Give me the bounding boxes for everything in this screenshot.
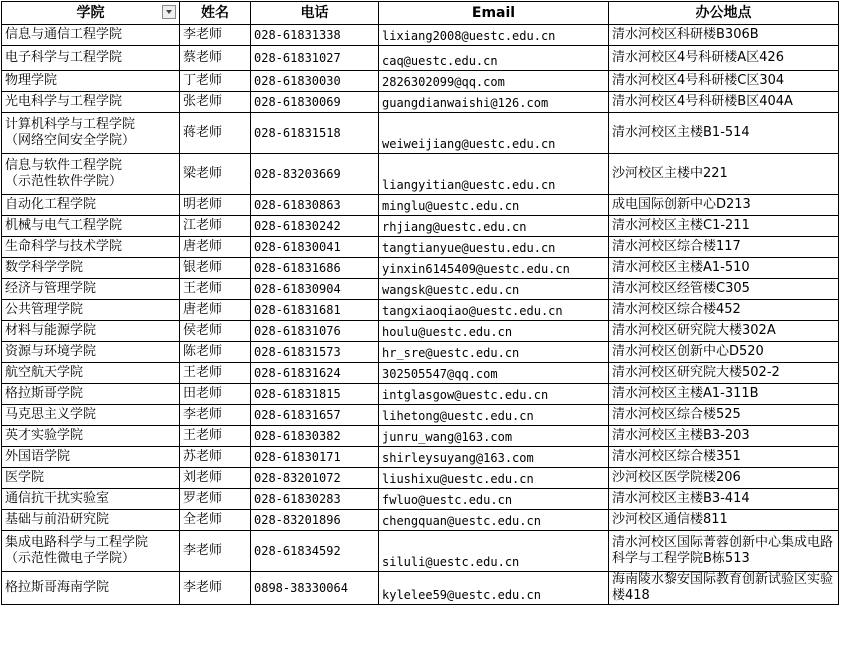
table-row [2,279,839,300]
college-cell[interactable]: 航空航天学院 [2,363,180,384]
table-row [2,92,839,113]
college-cell[interactable]: 格拉斯哥学院 [2,384,180,405]
table-row [2,426,839,447]
table-row [2,447,839,468]
office-cell[interactable]: 清水河校区4号科研楼A区426 [609,46,839,71]
college-cell[interactable]: 信息与通信工程学院 [2,25,180,46]
email-cell[interactable]: fwluo@uestc.edu.cn [379,489,609,510]
filter-dropdown-icon[interactable] [162,5,176,19]
college-cell[interactable]: 电子科学与工程学院 [2,46,180,71]
phone-cell[interactable]: 028-83203669 [251,154,379,195]
table-row [2,258,839,279]
table-row [2,25,839,46]
phone-cell[interactable]: 028-61830030 [251,71,379,92]
table-row [2,300,839,321]
office-cell[interactable]: 清水河校区主楼B3-203 [609,426,839,447]
office-cell[interactable]: 成电国际创新中心D213 [609,195,839,216]
college-cell[interactable]: 生命科学与技术学院 [2,237,180,258]
office-cell[interactable]: 清水河校区主楼B3-414 [609,489,839,510]
phone-cell[interactable]: 028-61830069 [251,92,379,113]
name-cell[interactable]: 王老师 [180,426,251,447]
table-row [2,71,839,92]
email-cell[interactable]: junru_wang@163.com [379,426,609,447]
header-phone: 电话 [251,2,379,25]
email-cell[interactable]: hr_sre@uestc.edu.cn [379,342,609,363]
office-cell[interactable]: 清水河校区4号科研楼C区304 [609,71,839,92]
name-cell[interactable]: 田老师 [180,384,251,405]
office-cell[interactable]: 清水河校区科研楼B306B [609,25,839,46]
office-cell[interactable]: 清水河校区创新中心D520 [609,342,839,363]
email-cell[interactable]: tangxiaoqiao@uestc.edu.cn [379,300,609,321]
office-cell[interactable]: 清水河校区综合楼452 [609,300,839,321]
name-cell[interactable]: 丁老师 [180,71,251,92]
email-cell[interactable]: houlu@uestc.edu.cn [379,321,609,342]
office-cell[interactable]: 清水河校区主楼A1-311B [609,384,839,405]
phone-cell[interactable]: 028-61831518 [251,113,379,154]
phone-cell[interactable]: 028-61831657 [251,405,379,426]
header-college [2,2,180,25]
email-cell[interactable]: intglasgow@uestc.edu.cn [379,384,609,405]
name-cell[interactable]: 李老师 [180,572,251,605]
phone-cell[interactable]: 028-61831573 [251,342,379,363]
name-cell[interactable]: 刘老师 [180,468,251,489]
table-row [2,46,839,71]
table-row [2,489,839,510]
college-cell[interactable]: 资源与环境学院 [2,342,180,363]
college-cell[interactable]: 集成电路科学与工程学院 （示范性微电子学院） [2,531,180,572]
phone-cell[interactable]: 028-61830382 [251,426,379,447]
phone-cell[interactable]: 028-61831338 [251,25,379,46]
table-row [2,321,839,342]
office-cell[interactable]: 沙河校区医学院楼206 [609,468,839,489]
college-cell[interactable]: 公共管理学院 [2,300,180,321]
email-cell[interactable]: wangsk@uestc.edu.cn [379,279,609,300]
name-cell[interactable]: 江老师 [180,216,251,237]
office-cell[interactable]: 清水河校区4号科研楼B区404A [609,92,839,113]
email-cell[interactable]: guangdianwaishi@126.com [379,92,609,113]
office-cell[interactable]: 清水河校区研究院大楼502-2 [609,363,839,384]
name-cell[interactable]: 李老师 [180,531,251,572]
college-cell[interactable]: 马克思主义学院 [2,405,180,426]
name-cell[interactable]: 王老师 [180,363,251,384]
email-cell[interactable]: lixiang2008@uestc.edu.cn [379,25,609,46]
name-cell[interactable]: 张老师 [180,92,251,113]
table-row [2,405,839,426]
name-cell[interactable]: 李老师 [180,405,251,426]
phone-cell[interactable]: 0898-38330064 [251,572,379,605]
office-cell[interactable]: 清水河校区综合楼351 [609,447,839,468]
email-cell[interactable]: rhjiang@uestc.edu.cn [379,216,609,237]
college-cell[interactable]: 英才实验学院 [2,426,180,447]
header-row [2,2,839,25]
table-row [2,572,839,605]
name-cell[interactable]: 银老师 [180,258,251,279]
phone-cell[interactable]: 028-61830171 [251,447,379,468]
phone-cell[interactable]: 028-61830863 [251,195,379,216]
phone-cell[interactable]: 028-61830242 [251,216,379,237]
email-cell[interactable]: siluli@uestc.edu.cn [379,531,609,572]
office-cell[interactable]: 沙河校区主楼中221 [609,154,839,195]
phone-cell[interactable]: 028-61831076 [251,321,379,342]
college-cell[interactable]: 通信抗干扰实验室 [2,489,180,510]
college-cell[interactable]: 基础与前沿研究院 [2,510,180,531]
name-cell[interactable]: 全老师 [180,510,251,531]
email-cell[interactable]: 302505547@qq.com [379,363,609,384]
college-cell[interactable]: 经济与管理学院 [2,279,180,300]
college-cell[interactable]: 信息与软件工程学院 （示范性软件学院） [2,154,180,195]
college-cell[interactable]: 数学科学学院 [2,258,180,279]
header-name: 姓名 [180,2,251,25]
table-row [2,154,839,195]
table-row [2,363,839,384]
email-cell[interactable]: minglu@uestc.edu.cn [379,195,609,216]
office-cell[interactable]: 清水河校区主楼B1-514 [609,113,839,154]
office-cell[interactable]: 清水河校区主楼C1-211 [609,216,839,237]
header-email: Email [379,2,609,25]
phone-cell[interactable]: 028-83201072 [251,468,379,489]
name-cell[interactable]: 王老师 [180,279,251,300]
college-cell[interactable]: 自动化工程学院 [2,195,180,216]
office-cell[interactable]: 清水河校区综合楼117 [609,237,839,258]
phone-cell[interactable]: 028-61830904 [251,279,379,300]
email-cell[interactable]: chengquan@uestc.edu.cn [379,510,609,531]
email-cell[interactable]: weiweijiang@uestc.edu.cn [379,113,609,154]
name-cell[interactable]: 李老师 [180,25,251,46]
name-cell[interactable]: 蔡老师 [180,46,251,71]
email-cell[interactable]: liangyitian@uestc.edu.cn [379,154,609,195]
header-office: 办公地点 [609,2,839,25]
office-cell[interactable]: 清水河校区研究院大楼302A [609,321,839,342]
name-cell[interactable]: 明老师 [180,195,251,216]
phone-cell[interactable]: 028-61831815 [251,384,379,405]
phone-cell[interactable]: 028-61834592 [251,531,379,572]
email-cell[interactable]: 2826302099@qq.com [379,71,609,92]
name-cell[interactable]: 梁老师 [180,154,251,195]
email-cell[interactable]: tangtianyue@uestu.edu.cn [379,237,609,258]
table-row [2,216,839,237]
contact-table [1,1,839,605]
phone-cell[interactable]: 028-61831624 [251,363,379,384]
email-cell[interactable]: liushixu@uestc.edu.cn [379,468,609,489]
name-cell[interactable]: 陈老师 [180,342,251,363]
college-cell[interactable]: 格拉斯哥海南学院 [2,572,180,605]
email-cell[interactable]: shirleysuyang@163.com [379,447,609,468]
office-cell[interactable]: 海南陵水黎安国际教育创新试验区实验楼418 [609,572,839,605]
phone-cell[interactable]: 028-61830041 [251,237,379,258]
table-row [2,342,839,363]
email-cell[interactable]: kylelee59@uestc.edu.cn [379,572,609,605]
name-cell[interactable]: 唐老师 [180,237,251,258]
name-cell[interactable]: 侯老师 [180,321,251,342]
college-cell[interactable]: 医学院 [2,468,180,489]
college-cell[interactable]: 物理学院 [2,71,180,92]
table-row [2,113,839,154]
email-cell[interactable]: yinxin6145409@uestc.edu.cn [379,258,609,279]
college-cell[interactable]: 外国语学院 [2,447,180,468]
college-cell[interactable]: 机械与电气工程学院 [2,216,180,237]
table-row [2,531,839,572]
phone-cell[interactable]: 028-61831027 [251,46,379,71]
college-cell[interactable]: 光电科学与工程学院 [2,92,180,113]
office-cell[interactable]: 清水河校区主楼A1-510 [609,258,839,279]
table-row [2,468,839,489]
email-cell[interactable]: lihetong@uestc.edu.cn [379,405,609,426]
name-cell[interactable]: 罗老师 [180,489,251,510]
name-cell[interactable]: 苏老师 [180,447,251,468]
office-cell[interactable]: 沙河校区通信楼811 [609,510,839,531]
header-college-label: 学院 [76,5,105,21]
table-row [2,237,839,258]
table-body [2,25,839,605]
phone-cell[interactable]: 028-61830283 [251,489,379,510]
name-cell[interactable]: 唐老师 [180,300,251,321]
table-row [2,510,839,531]
office-cell[interactable]: 清水河校区综合楼525 [609,405,839,426]
table-row [2,195,839,216]
phone-cell[interactable]: 028-61831681 [251,300,379,321]
office-cell[interactable]: 清水河校区国际菁蓉创新中心集成电路科学与工程学院B栋513 [609,531,839,572]
name-cell[interactable]: 蒋老师 [180,113,251,154]
phone-cell[interactable]: 028-83201896 [251,510,379,531]
office-cell[interactable]: 清水河校区经管楼C305 [609,279,839,300]
table-row [2,384,839,405]
email-cell[interactable]: caq@uestc.edu.cn [379,46,609,71]
college-cell[interactable]: 材料与能源学院 [2,321,180,342]
phone-cell[interactable]: 028-61831686 [251,258,379,279]
college-cell[interactable]: 计算机科学与工程学院 （网络空间安全学院） [2,113,180,154]
